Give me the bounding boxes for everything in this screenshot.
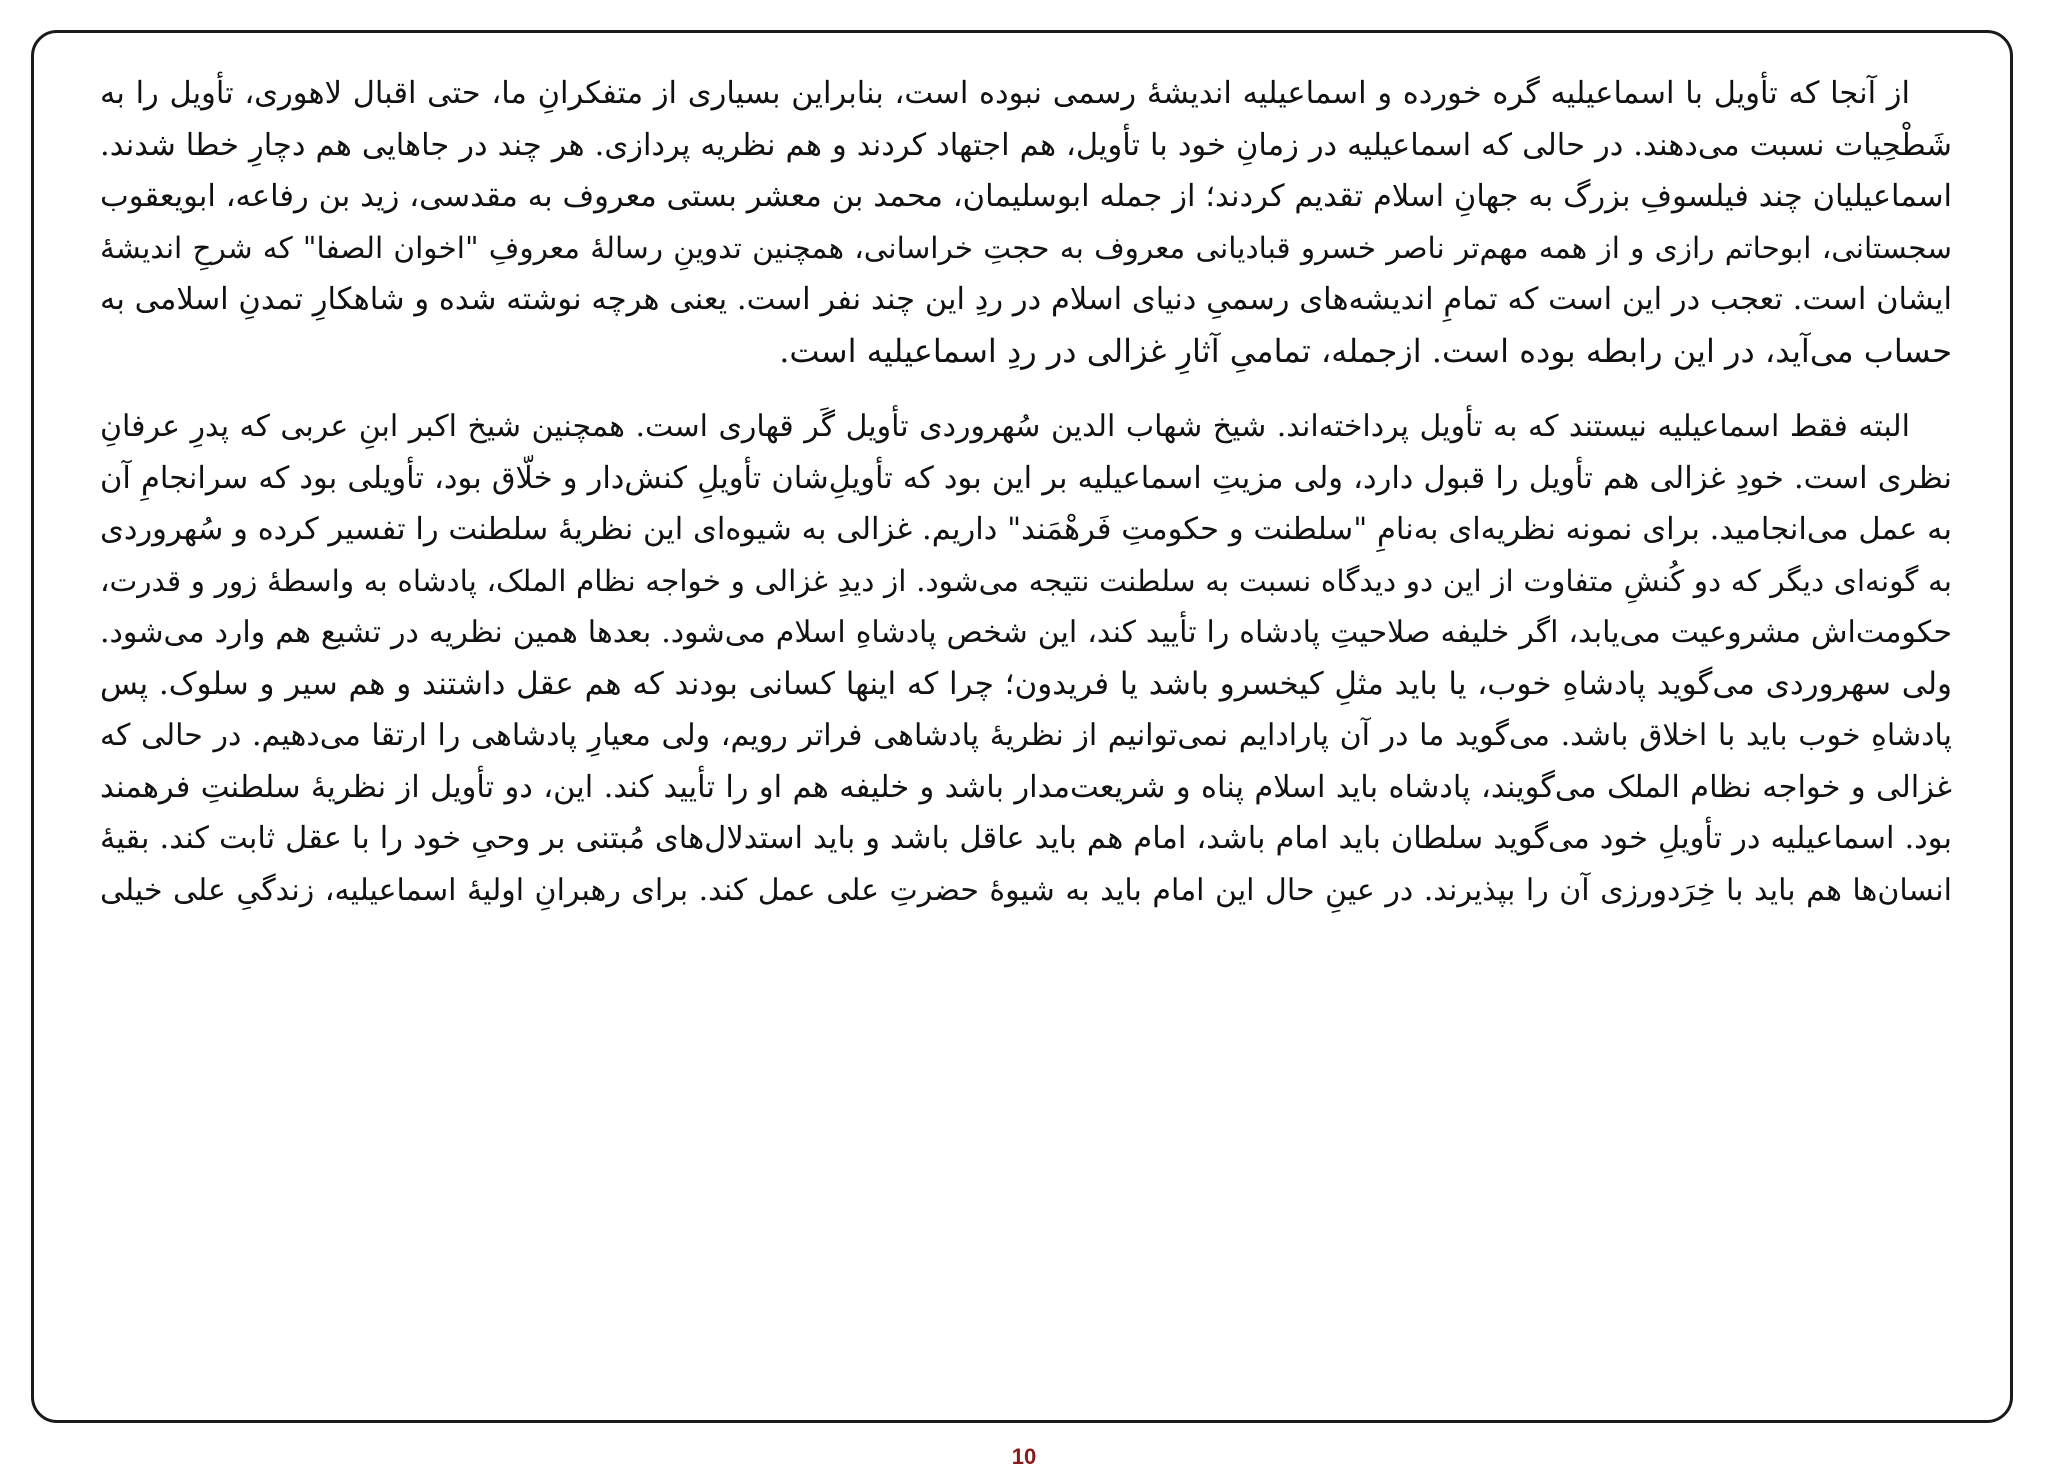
text-line: نظری است. خودِ غزالی هم تأویل را قبول دارد، ولی مزیتِ اسماعیلیه بر این بود که تأویلِ‌شان تأویلِ کنش‌دار و خلّاق بود، تأویلی بود که سرانجامِ آن — [100, 460, 1952, 496]
text-line: به گونه‌ای دیگر که دو کُنشِ متفاوت از این دو دیدگاه نسبت به سلطنت نتیجه می‌شود. از دیدِ غزالی و خواجه نظام الملک، پادشاه به واسطهٔ زور و قدرت، — [100, 563, 1952, 598]
text-line: بود. اسماعیلیه در تأویلِ خود می‌گوید سلطان باید امام باشد، امام هم باید عاقل باشد و باید استدلال‌های مُبتنی بر وحیِ خود را با عقل ثابت کند. بقیهٔ — [100, 821, 1952, 856]
paragraph-1 — [100, 68, 1952, 377]
paragraph-2 — [100, 401, 1952, 916]
text-line: البته فقط اسماعیلیه نیستند که به تأویل پرداخته‌اند. شیخ شهاب الدین سُهروردی تأویل گَر قهاری است. همچنین شیخ اکبر ابنِ عربی که پدرِ عرفانِ — [100, 409, 1910, 444]
text-line: به عمل می‌انجامید. برای نمونه نظریه‌ای به‌نامِ "سلطنت و حکومتِ فَرهْمَند" داریم. غزالی به شیوه‌ای این نظریهٔ سلطنت را تفسیر کرده و سُهروردی — [100, 512, 1952, 547]
text-line: سجستانی، ابوحاتم رازی و از همه مهم‌تر ناصر خسرو قبادیانی معروف به حجتِ خراسانی، همچنین تدوینِ رسالهٔ معروفِ "اخوان الصفا" که شرحِ اندیشهٔ — [100, 230, 1952, 265]
text-line: ولی سهروردی می‌گوید پادشاهِ خوب، یا باید مثلِ کیخسرو باشد یا فریدون؛ چرا که اینها کسانی بودند که هم عقل داشتند و هم سیر و سلوک. پس — [100, 665, 1952, 702]
text-line: شَطْحِیات نسبت می‌دهند. در حالی که اسماعیلیه در زمانِ خود با تأویل، هم اجتهاد کردند و هم نظریه پردازی. هر چند در جاهایی هم دچارِ خطا شدند. — [100, 127, 1952, 163]
text-line: حکومت‌اش مشروعیت می‌یابد، اگر خلیفه صلاحیتِ پادشاه را تأیید کند، این شخص پادشاهِ اسلام می‌شود. بعدها همین نظریه در تشیع هم وارد می‌شود. — [100, 615, 1952, 650]
document-body — [100, 68, 1952, 916]
text-line: حساب می‌آید، در این رابطه بوده است. ازجمله، تمامیِ آثارِ غزالی در ردِ اسماعیلیه است. — [779, 331, 1952, 370]
text-line: پادشاهِ خوب باید با اخلاق باشد. می‌گوید ما در آن پارادایم نمی‌توانیم از نظریهٔ پادشاهی فراتر رویم، ولی معیارِ پادشاهی را ارتقا می‌دهیم. در حالی که — [100, 718, 1952, 753]
text-line: غزالی و خواجه نظام الملک می‌گویند، پادشاه باید اسلام پناه و شریعت‌مدار باشد و خلیفه هم او را تأیید کند. این، دو تأویل از نظریهٔ سلطنتِ فرهمند — [100, 769, 1952, 805]
text-line: انسان‌ها هم باید با خِرَدورزی آن را بپذیرند. در عینِ حال این امام باید به شیوهٔ حضرتِ علی عمل کند. برای رهبرانِ اولیهٔ اسماعیلیه، زندگیِ علی خیلی — [100, 872, 1952, 908]
page-number: 10 — [1011, 1444, 1037, 1469]
text-line: ایشان است. تعجب در این است که تمامِ اندیشه‌های رسمیِ دنیای اسلام در ردِ این چند نفر است. یعنی هرچه نوشته شده و شاهکارِ تمدنِ اسلامی به — [100, 282, 1952, 317]
text-line: از آنجا که تأویل با اسماعیلیه گره خورده و اسماعیلیه اندیشهٔ رسمی نبوده است، بنابراین بسیاری از متفکرانِ ما، حتی اقبال لاهوری، تأویل را به — [100, 76, 1910, 111]
text-line: اسماعیلیان چند فیلسوفِ بزرگ به جهانِ اسلام تقدیم کردند؛ از جمله ابوسلیمان، محمد بن معشر بستی معروف به مقدسی، زید بن رفاعه، ابویعقوب — [100, 179, 1952, 214]
